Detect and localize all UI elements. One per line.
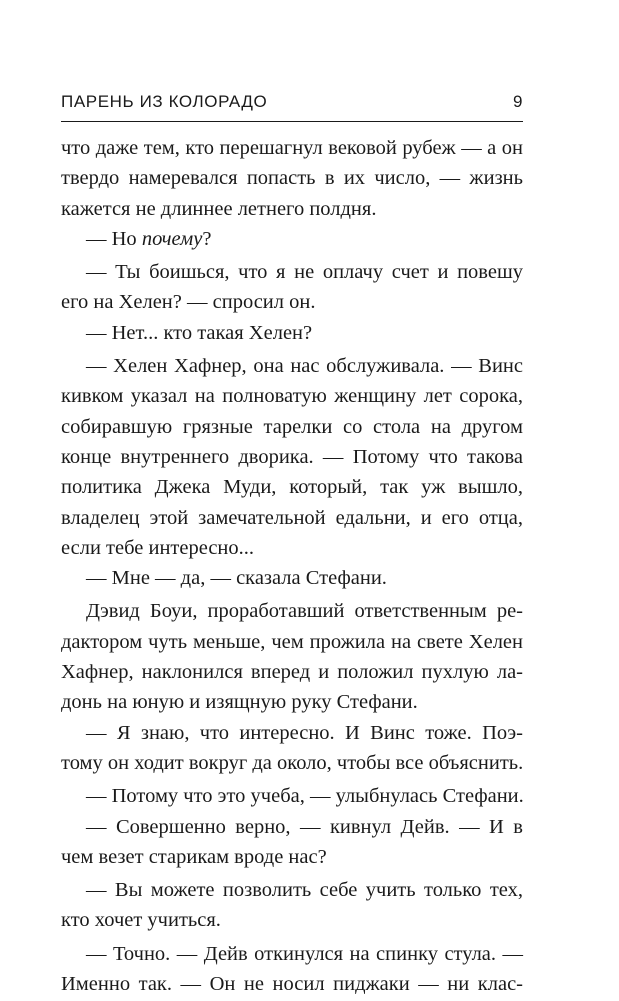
- text-line: владелец этой замечательной едальни, и его отца,: [61, 506, 523, 529]
- text-line: — Ты боишься, что я не оплачу счет и повешу: [86, 261, 523, 284]
- text-run: — Но: [86, 227, 142, 250]
- text-line: — Я знаю, что интересно. И Винс тоже. Поэ-: [86, 721, 523, 744]
- text-line: — Нет... кто такая Хелен?: [86, 321, 313, 344]
- text-line: его на Хелен? — спросил он.: [61, 291, 316, 314]
- text-line: кто хочет учиться.: [61, 909, 221, 932]
- text-line: — Потому что это учеба, — улыбнулась Стефани.: [86, 785, 524, 808]
- text-line: — Совершенно верно, — кивнул Дейв. — И в: [86, 815, 523, 838]
- page-number: 9: [512, 92, 523, 111]
- text-line: если тебе интересно...: [61, 536, 255, 559]
- header-rule: [61, 121, 523, 122]
- text-line: кажется не длиннее летнего полдня.: [61, 197, 377, 220]
- text-line: что даже тем, кто перешагнул вековой рубеж — а он: [61, 137, 523, 159]
- text-line: Дэвид Боуи, проработавший ответственным ре-: [86, 600, 523, 623]
- text-line: — Мне — да, — сказала Стефани.: [86, 567, 387, 590]
- text-line: — Вы можете позволить себе учить только тех,: [86, 879, 523, 902]
- text-line: [61, 224, 523, 254]
- text-line: чем везет старикам вроде нас?: [61, 845, 327, 868]
- body-text: [61, 133, 523, 999]
- text-line: Хафнер, наклонился вперед и положил пухлую ла-: [61, 661, 523, 684]
- text-line: конце внутреннего дворика. — Потому что такова: [61, 445, 523, 468]
- emphasis-run: почему: [141, 227, 203, 250]
- running-header: [61, 92, 523, 116]
- text-line: — Точно. — Дейв откинулся на спинку стула. —: [86, 942, 523, 965]
- text-line: собиравшую грязные тарелки со стола на другом: [61, 415, 523, 438]
- text-line: — Хелен Хафнер, она нас обслуживала. — Винс: [86, 355, 523, 378]
- text-line: донь на юную и изящную руку Стефани.: [61, 691, 418, 714]
- book-title: ПАРЕНЬ ИЗ КОЛОРАДО: [61, 92, 268, 111]
- text-line: тому он ходит вокруг да около, чтобы все объяснить.: [61, 751, 524, 774]
- text-line: дактором чуть меньше, чем прожила на свете Хелен: [61, 630, 523, 653]
- text-line: кивком указал на полноватую женщину лет сорока,: [61, 385, 523, 408]
- text-run: ?: [202, 227, 212, 250]
- text-line: твердо намеревался попасть в их число, — жизнь: [61, 167, 523, 190]
- text-line: Именно так. — Он не носил пиджаки — ни клас-: [61, 973, 523, 996]
- text-line: политика Джека Муди, который, так уж вышло,: [61, 476, 523, 499]
